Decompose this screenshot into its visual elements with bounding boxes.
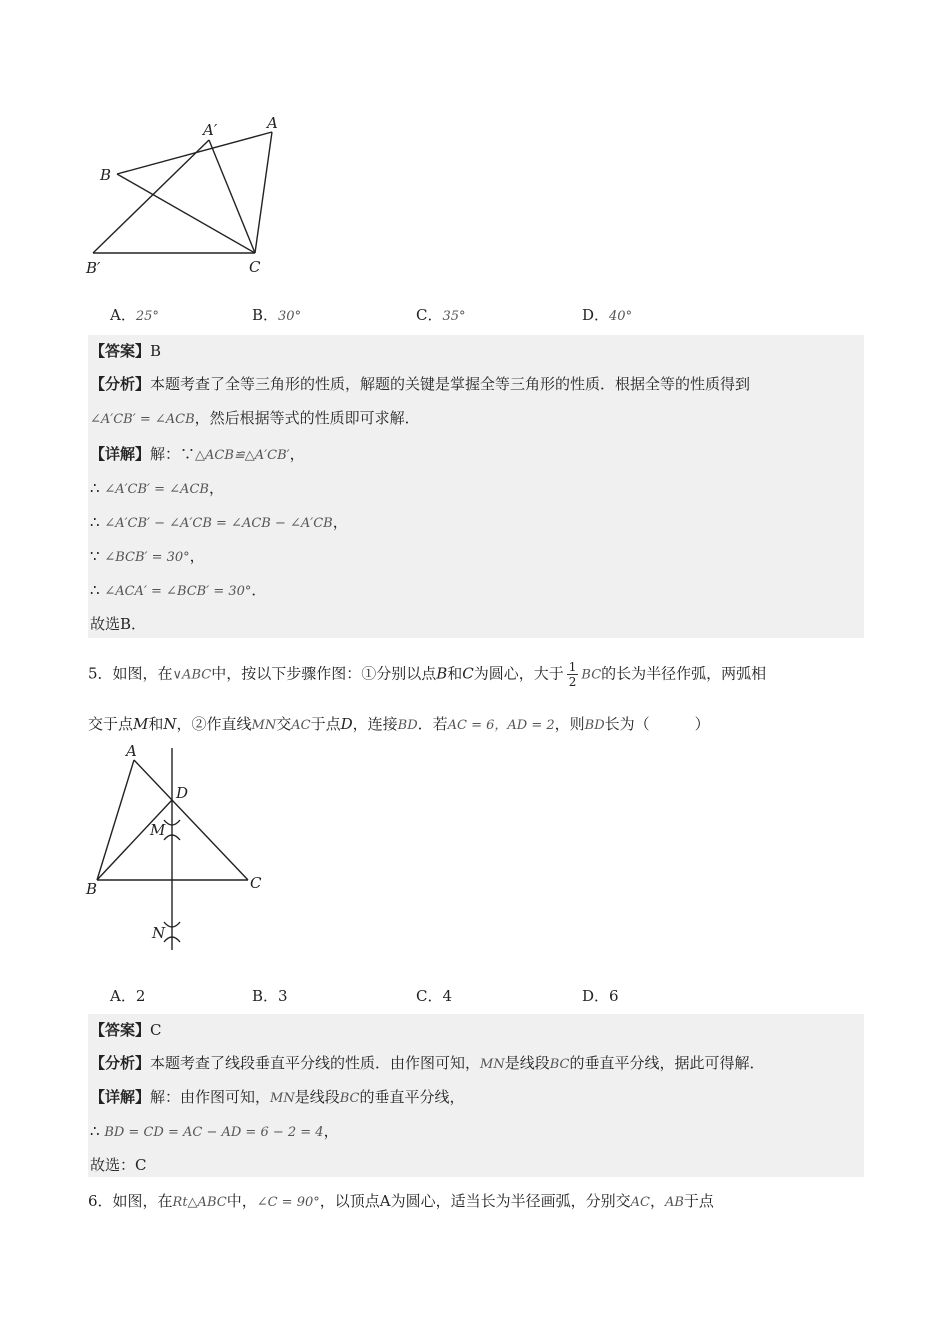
label-b: B <box>100 166 112 184</box>
q5-choice-c[interactable]: C．4 <box>416 987 453 1005</box>
q4-choices <box>110 304 810 328</box>
figure-triangles-rotation <box>80 110 290 280</box>
q5-choice-b[interactable]: B．3 <box>252 987 288 1005</box>
q4-analysis: 【分析】本题考查了全等三角形的性质，解题的关键是掌握全等三角形的性质．根据全等的性质得到 <box>90 375 751 393</box>
q4-solution-box <box>88 335 864 638</box>
q4-step-1: ∴ ∠A′CB′ = ∠ACB， <box>90 479 224 497</box>
q4-choice-b[interactable]: B．30° <box>252 306 302 324</box>
q5-answer: 【答案】C <box>90 1021 162 1039</box>
label-b: B <box>86 880 98 898</box>
q4-answer: 【答案】B <box>90 342 162 360</box>
q4-step-2: ∴ ∠A′CB′ − ∠A′CB = ∠ACB − ∠A′CB， <box>90 513 348 531</box>
figure-perpendicular-bisector <box>80 740 280 955</box>
q5-choice-a[interactable]: A．2 <box>110 987 146 1005</box>
label-c: C <box>249 258 261 276</box>
q4-choice-d[interactable]: D．40° <box>582 306 633 324</box>
q4-detail: 【详解】解：∵△ACB≌△A′CB′， <box>90 445 305 463</box>
q4-step-3: ∵ ∠BCB′ = 30°， <box>90 547 205 565</box>
q5-choice-d[interactable]: D．6 <box>582 987 619 1005</box>
label-c: C <box>250 874 262 892</box>
q4-conclusion: 故选B． <box>90 615 147 633</box>
q6-question-line: 6．如图，在Rt△ABC中，∠C = 90°，以顶点A为圆心，适当长为半径画弧，分别交AC，AB于点 <box>88 1192 714 1210</box>
q5-analysis: 【分析】本题考查了线段垂直平分线的性质．由作图可知，MN是线段BC的垂直平分线，据此可得解． <box>90 1054 765 1072</box>
q5-question-line-2: 交于点M和N，②作直线MN交AC于点D，连接BD．若AC = 6，AD = 2，则BD长为（ ） <box>88 715 710 733</box>
fraction-one-half: $\frac{1}{2}$ <box>568 660 577 689</box>
label-d: D <box>176 784 189 802</box>
q4-step-4: ∴ ∠ACA′ = ∠BCB′ = 30°． <box>90 581 267 599</box>
q4-analysis-cont: ∠A′CB′ = ∠ACB，然后根据等式的性质即可求解． <box>90 409 420 427</box>
label-n: N <box>152 924 166 942</box>
label-m: M <box>150 821 166 839</box>
label-a: A <box>126 742 137 760</box>
label-a: A <box>267 114 278 132</box>
q4-choice-c[interactable]: C．35° <box>416 306 466 324</box>
label-b-prime: B′ <box>86 259 101 277</box>
q5-detail: 【详解】解：由作图可知，MN是线段BC的垂直平分线， <box>90 1088 465 1106</box>
q4-choice-a[interactable]: A．25° <box>110 306 159 324</box>
q5-question-line-1: 5．如图，在∨ABC中，按以下步骤作图：①分别以点B和C为圆心，大于 $\frac{1}{2}$ BC的长为半径作弧，两弧相 <box>88 660 767 689</box>
q5-step: ∴ BD = CD = AC − AD = 6 − 2 = 4， <box>90 1122 339 1140</box>
q5-choices <box>110 985 810 1009</box>
q5-conclusion: 故选：C <box>90 1156 147 1174</box>
label-a-prime: A′ <box>203 121 218 139</box>
q5-solution-box <box>88 1014 864 1177</box>
